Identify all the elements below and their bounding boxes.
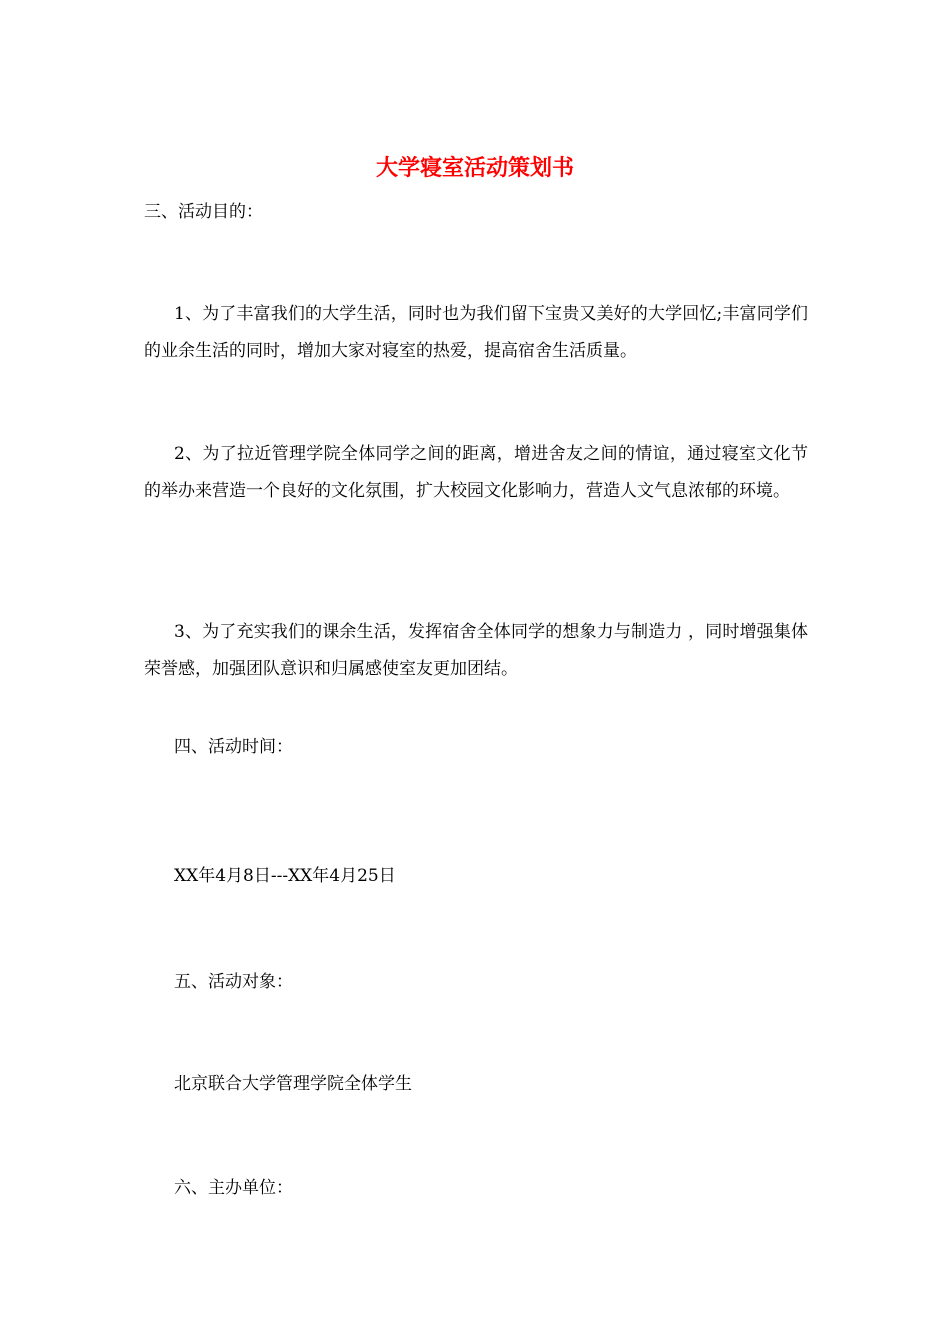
activity-target-value: 北京联合大学管理学院全体学生	[174, 1074, 412, 1094]
section-heading-purpose: 三、活动目的：	[144, 202, 263, 222]
document-title: 大学寝室活动策划书	[375, 155, 574, 181]
section-heading-target: 五、活动对象：	[174, 972, 293, 992]
purpose-paragraph-2: 2、为了拉近管理学院全体同学之间的距离，增进舍友之间的情谊，通过寝室文化节的举办来营造一个良好的文化氛围，扩大校园文化影响力，营造人文气息浓郁的环境。	[144, 444, 808, 501]
purpose-paragraph-3: 3、为了充实我们的课余生活，发挥宿舍全体同学的想象力与制造力 ，同时增强集体荣誉感，加强团队意识和归属感使室友更加团结。	[144, 622, 808, 679]
activity-time-value: XX年4月8日---XX年4月25日	[174, 866, 396, 886]
section-heading-time: 四、活动时间：	[174, 737, 293, 757]
purpose-paragraph-1: 1、为了丰富我们的大学生活，同时也为我们留下宝贵又美好的大学回忆;丰富同学们的业余生活的同时，增加大家对寝室的热爱，提高宿舍生活质量。	[144, 304, 808, 361]
section-heading-organizer: 六、主办单位：	[174, 1178, 293, 1198]
